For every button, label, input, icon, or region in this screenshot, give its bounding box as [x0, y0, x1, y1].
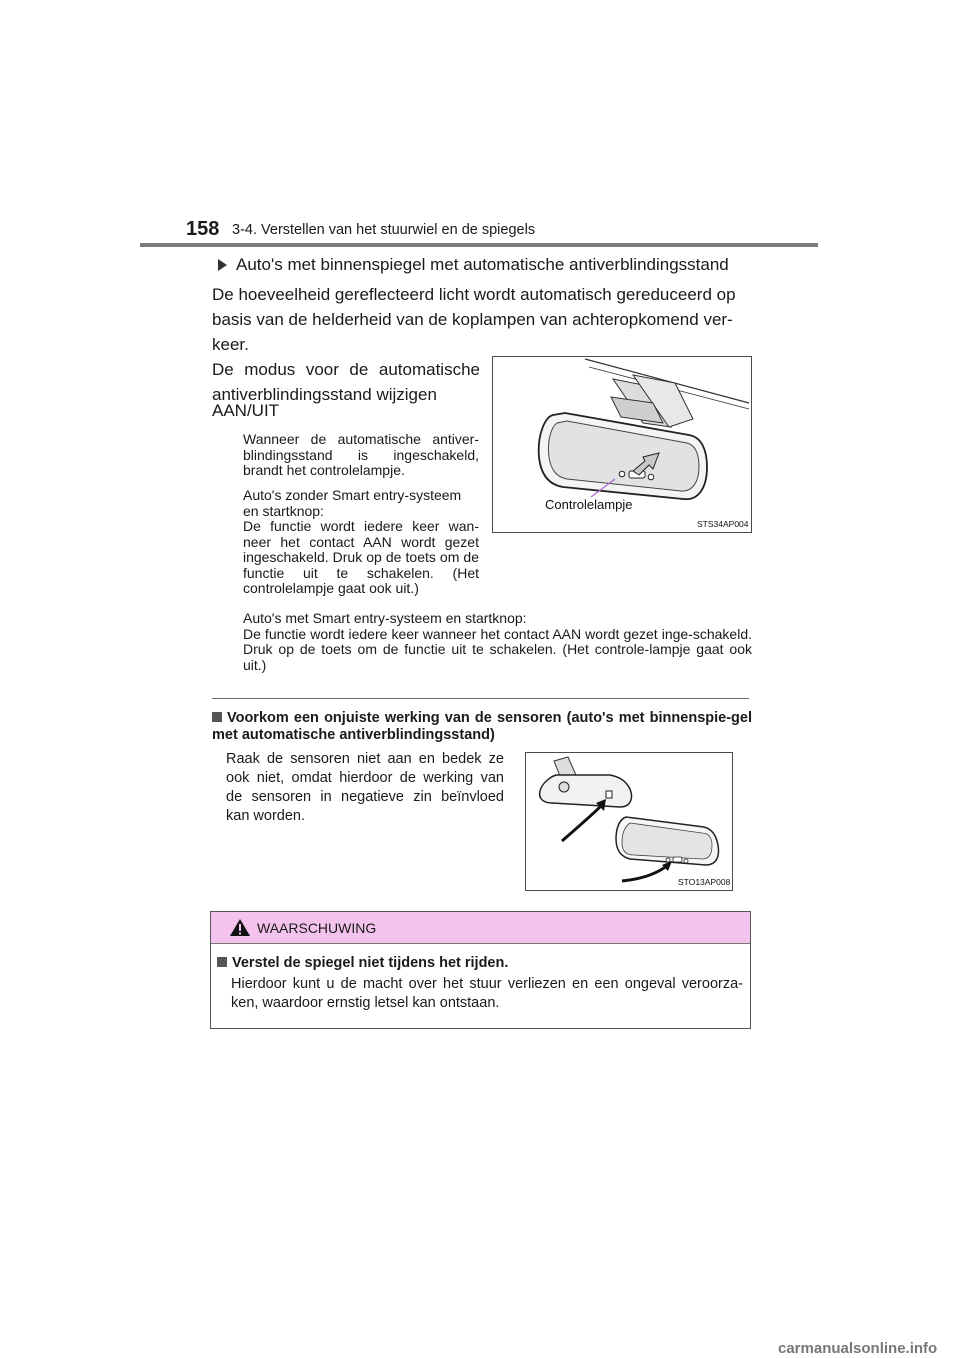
sensors-illustration: [526, 753, 732, 890]
square-bullet-icon: [212, 712, 222, 722]
auto-dim-heading-text: Auto's met binnenspiegel met automatische antiverblindingsstand: [236, 255, 729, 274]
note-with-smart-line1: Auto's met Smart entry-systeem en startknop:: [243, 610, 527, 626]
figure2-code: STO13AP008: [678, 877, 731, 887]
mirror-illustration: [493, 357, 751, 532]
warning-title: WAARSCHUWING: [257, 920, 377, 936]
indicator-label: Controlelampje: [545, 497, 633, 512]
auto-dim-intro: De hoeveelheid gereflecteerd licht wordt automatisch gereduceerd op basis van de helderheid van de koplampen van achteropkomend ver-keer.: [212, 285, 736, 354]
warning-header: [211, 912, 750, 944]
note-with-smart-body: De functie wordt iedere keer wanneer het contact AAN wordt gezet inge-schakeld. Druk op de toets om de functie uit te schakelen. (Het controle-lampje gaat ook uit.): [243, 625, 752, 673]
note-indicator: Wanneer de automatische antiver-blindingsstand is ingeschakeld, brandt het controlelampje.: [243, 431, 479, 478]
note-without-smart-line2: en startknop:: [243, 502, 324, 519]
section-divider: [212, 698, 749, 699]
section-title: 3-4. Verstellen van het stuurwiel en de spiegels: [232, 222, 536, 238]
note-with-smart-entry: [243, 611, 752, 673]
note-without-smart-body: De functie wordt iedere keer wan-neer het contact AAN wordt gezet ingeschakeld. Druk op de toets om de functie uit te schakelen. (Het controlelampje gaat ook uit.): [243, 518, 479, 596]
auto-dim-heading: [218, 255, 729, 275]
warning-item-body: Hierdoor kunt u de macht over het stuur verliezen en een ongeval veroorza-ken, waardoor ernstig letsel kan ontstaan.: [231, 976, 743, 1011]
sensor-body: Raak de sensoren niet aan en bedek ze ook niet, omdat hierdoor de werking van de sensoren in negatieve zin beïnvloed kan worden.: [226, 751, 504, 824]
mirror-indicator-figure: [492, 356, 752, 533]
mode-title: De modus voor de automatische antiverblindingsstand wijzigen: [212, 360, 480, 404]
page-number: 158: [186, 218, 220, 240]
sensor-heading-text: Voorkom een onjuiste werking van de sensoren (auto's met binnenspie-gel met automatische antiverblindingsstand): [212, 710, 752, 743]
note-without-smart-line1: Auto's zonder Smart entry-systeem: [243, 487, 462, 503]
watermark: carmanualsonline.info: [778, 1340, 938, 1357]
warning-item-title: [217, 955, 508, 971]
warning-box: [210, 911, 751, 1029]
header-divider: [140, 243, 818, 247]
square-bullet-icon: [217, 957, 227, 967]
mirror-sensors-figure: [525, 752, 733, 891]
triangle-bullet-icon: [218, 259, 227, 271]
note-without-smart-entry: [243, 488, 479, 597]
mode-onoff-label: AAN/UIT: [212, 401, 280, 420]
sensor-heading: [212, 710, 752, 744]
warning-triangle-icon: [229, 918, 251, 937]
figure1-code: STS34AP004: [697, 519, 749, 529]
warning-item-title-text: Verstel de spiegel niet tijdens het rijden.: [232, 955, 509, 971]
